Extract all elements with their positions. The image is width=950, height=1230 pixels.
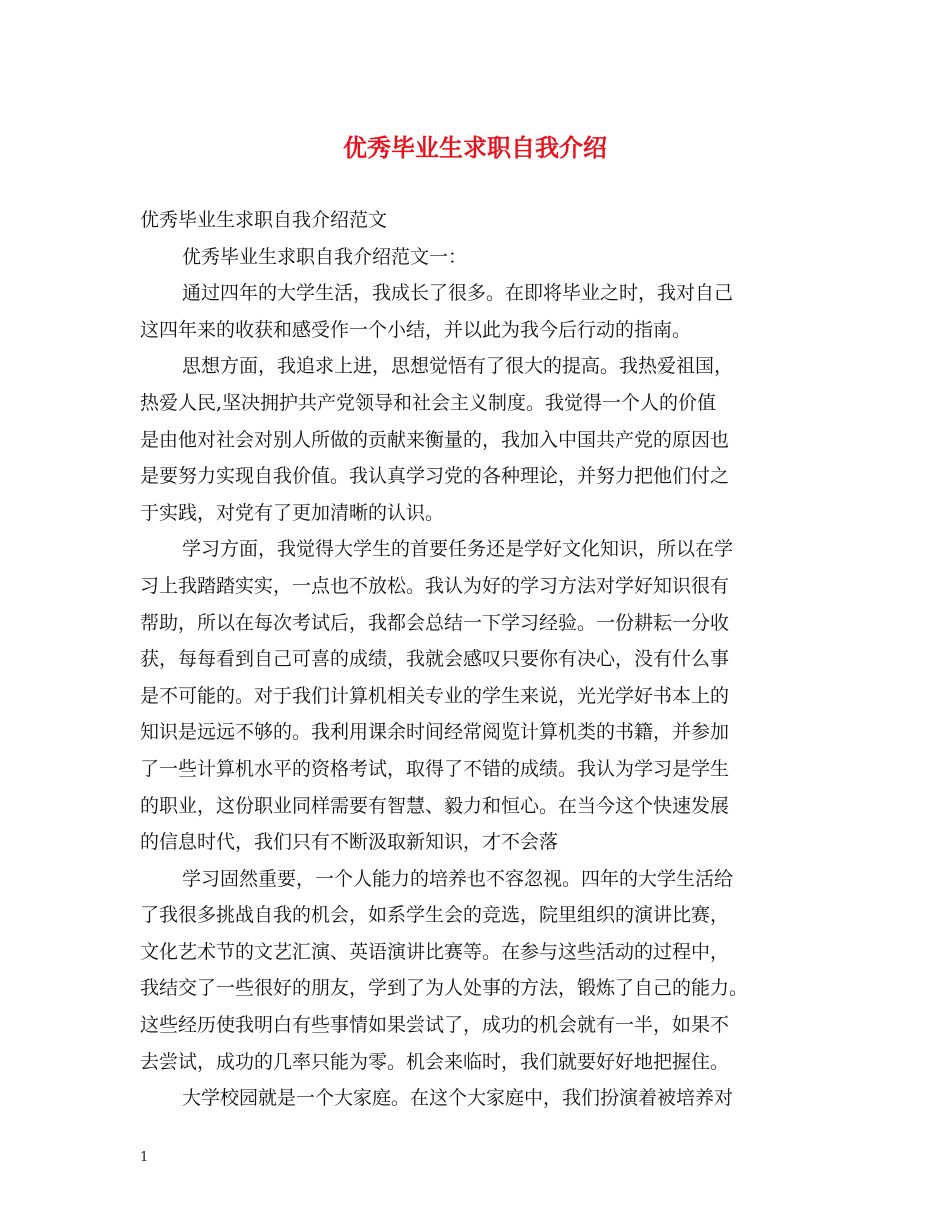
page-number: 1 — [140, 1150, 149, 1165]
paragraph-line: 是不可能的。对于我们计算机相关专业的学生来说，光光学好书本上的 — [140, 684, 730, 707]
paragraph-line: 习上我踏踏实实，一点也不放松。我认为好的学习方法对学好知识很有 — [140, 574, 730, 597]
paragraph-line: 是要努力实现自我价值。我认真学习党的各种理论，并努力把他们付之 — [140, 465, 730, 488]
paragraph-line: 文化艺术节的文艺汇演、英语演讲比赛等。在参与这些活动的过程中， — [140, 940, 730, 963]
paragraph-line: 这四年来的收获和感受作一个小结，并以此为我今后行动的指南。 — [140, 318, 692, 341]
paragraph-line: 是由他对社会对别人所做的贡献来衡量的，我加入中国共产党的原因也 — [140, 428, 730, 451]
paragraph-line: 这些经历使我明白有些事情如果尝试了，成功的机会就有一半，如果不 — [140, 1014, 730, 1037]
document-body — [140, 202, 820, 1117]
paragraph-line: 的职业，这份职业同样需要有智慧、毅力和恒心。在当今这个快速发展 — [140, 794, 730, 817]
document-title: 优秀毕业生求职自我介绍 — [343, 133, 607, 162]
section-heading-line: 优秀毕业生求职自我介绍范文一： — [182, 245, 468, 268]
paragraph-line: 于实践，对党有了更加清晰的认识。 — [140, 501, 445, 524]
paragraph-line: 学习方面，我觉得大学生的首要任务还是学好文化知识，所以在学 — [182, 538, 734, 561]
paragraph-line: 了我很多挑战自我的机会，如系学生会的竞选，院里组织的演讲比赛， — [140, 904, 730, 927]
paragraph-line: 获，每每看到自己可喜的成绩，我就会感叹只要你有决心，没有什么事 — [140, 648, 730, 671]
paragraph-line: 我结交了一些很好的朋友，学到了为人处事的方法，锻炼了自己的能力。 — [140, 977, 749, 1000]
paragraph-line: 的信息时代，我们只有不断汲取新知识，才不会落 — [140, 831, 559, 854]
paragraph-line: 知识是远远不够的。我利用课余时间经常阅览计算机类的书籍，并参加 — [140, 721, 730, 744]
paragraph-line: 大学校园就是一个大家庭。在这个大家庭中，我们扮演着被培养对 — [182, 1087, 734, 1110]
paragraph-line: 通过四年的大学生活，我成长了很多。在即将毕业之时，我对自己 — [182, 282, 734, 305]
paragraph-line: 思想方面，我追求上进，思想觉悟有了很大的提高。我热爱祖国， — [182, 355, 734, 378]
paragraph-line: 学习固然重要，一个人能力的培养也不容忽视。四年的大学生活给 — [182, 867, 734, 890]
paragraph-line: 了一些计算机水平的资格考试，取得了不错的成绩。我认为学习是学生 — [140, 757, 730, 780]
paragraph-line: 去尝试，成功的几率只能为零。机会来临时，我们就要好好地把握住。 — [140, 1050, 730, 1073]
paragraph-line: 热爱人民,坚决拥护共产党领导和社会主义制度。我觉得一个人的价值 — [140, 391, 717, 414]
paragraph-line: 帮助，所以在每次考试后，我都会总结一下学习经验。一份耕耘一分收 — [140, 611, 730, 634]
subtitle-line: 优秀毕业生求职自我介绍范文 — [140, 209, 388, 231]
